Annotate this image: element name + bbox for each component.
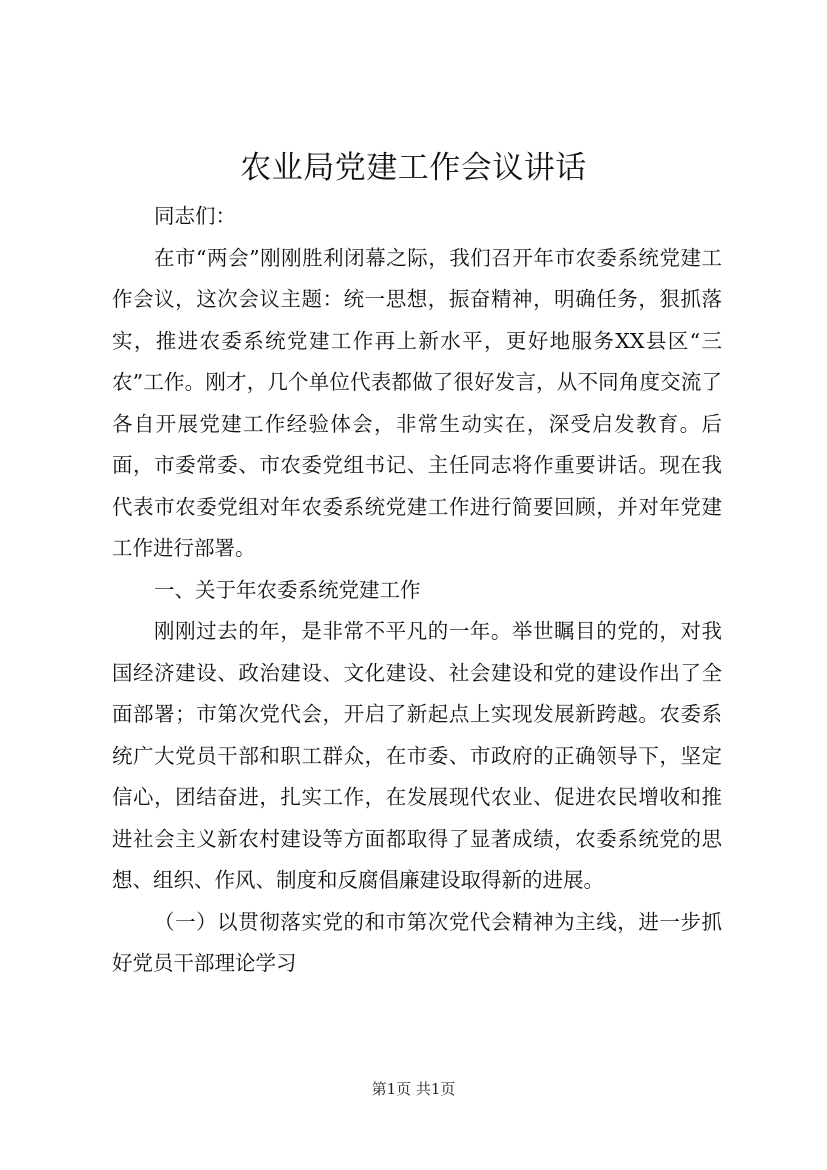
document-title: 农业局党建工作会议讲话	[240, 150, 587, 186]
subsection-heading: （一）以贯彻落实党的和市第次党代会精神为主线，进一步抓好党员干部理论学习	[112, 909, 722, 975]
salutation: 同志们：	[154, 204, 237, 228]
paragraph-review: 刚刚过去的年，是非常不平凡的一年。举世瞩目的党的，对我国经济建设、政治建设、文化建设、社会建设和党的建设作出了全面部署；市第次党代会，开启了新起点上实现发展新跨越。农委系统广大党员干部和职工群众，在市委、市政府的正确领导下，坚定信心，团结奋进，扎实工作，在发展现代农业、促进农民增收和推进社会主义新农村建设等方面都取得了显著成绩，农委系统党的思想、组织、作风、制度和反腐倡廉建设取得新的进展。	[112, 619, 722, 892]
section-heading: 一、关于年农委系统党建工作	[154, 577, 421, 602]
paragraph-intro: 在市“两会”刚刚胜利闭幕之际，我们召开年市农委系统党建工作会议，这次会议主题：统一思想，振奋精神，明确任务，狠抓落实，推进农委系统党建工作再上新水平，更好地服务XX县区“三农”工作。刚才，几个单位代表都做了很好发言，从不同角度交流了各自开展党建工作经验体会，非常生动实在，深受启发教育。后面，市委常委、市农委党组书记、主任同志将作重要讲话。现在我代表市农委党组对年农委系统党建工作进行简要回顾，并对年党建工作进行部署。	[112, 245, 722, 560]
page-number-footer: 第1页 共1页	[371, 1080, 456, 1098]
document-body	[112, 196, 722, 985]
